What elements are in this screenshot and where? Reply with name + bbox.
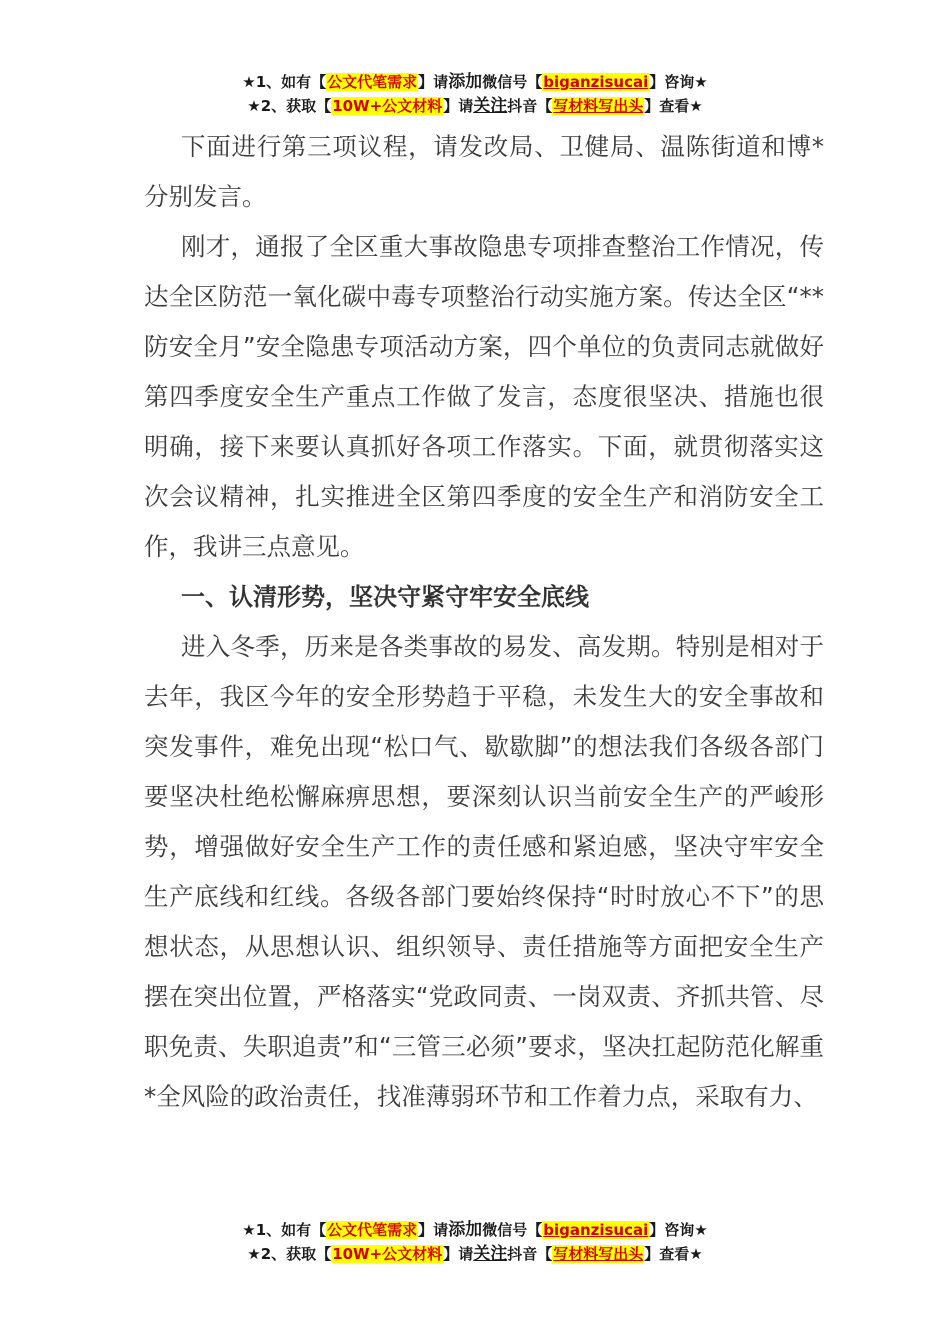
banner-text: 微信号【 <box>482 1221 543 1239</box>
document-body <box>144 122 824 1122</box>
douyin-account-link[interactable]: 写材料写出头 <box>553 1245 644 1263</box>
banner-text: 】请 <box>443 1245 474 1263</box>
banner-line-2 <box>0 1242 950 1266</box>
banner-text: 】咨询★ <box>649 1221 708 1239</box>
banner-text: 】请 <box>418 73 449 91</box>
banner-text: 】请 <box>443 97 474 115</box>
top-banner <box>0 70 950 118</box>
highlight-service: 公文代笔需求 <box>327 73 418 91</box>
banner-emphasis: 关注 <box>473 96 508 116</box>
banner-text: ★2、获取【 <box>247 1245 332 1263</box>
banner-text: ★2、获取【 <box>247 97 332 115</box>
banner-text: 微信号【 <box>482 73 543 91</box>
highlight-service: 公文代笔需求 <box>327 1221 418 1239</box>
banner-emphasis: 关注 <box>473 1244 508 1264</box>
banner-emphasis: 添加 <box>448 1220 483 1240</box>
banner-text: 】查看★ <box>644 1245 703 1263</box>
banner-text: 抖音【 <box>507 1245 553 1263</box>
banner-emphasis: 添加 <box>448 72 483 92</box>
banner-text: ★1、如有【 <box>242 1221 327 1239</box>
douyin-account-link[interactable]: 写材料写出头 <box>553 97 644 115</box>
banner-text: 】咨询★ <box>649 73 708 91</box>
bottom-banner <box>0 1218 950 1266</box>
highlight-materials: 10W+公文材料 <box>332 97 443 115</box>
banner-text: 】查看★ <box>644 97 703 115</box>
banner-line-1 <box>0 1218 950 1242</box>
paragraph-summary: 刚才，通报了全区重大事故隐患专项排查整治工作情况，传达全区防范一氧化碳中毒专项整治行动实施方案。传达全区“**防安全月”安全隐患专项活动方案，四个单位的负责同志就做好第四季度安全生产重点工作做了发言，态度很坚决、措施也很明确，接下来要认真抓好各项工作落实。下面，就贯彻落实这次会议精神，扎实推进全区第四季度的安全生产和消防安全工作，我讲三点意见。 <box>144 232 824 561</box>
highlight-materials: 10W+公文材料 <box>332 1245 443 1263</box>
paragraph-agenda: 下面进行第三项议程，请发改局、卫健局、温陈街道和博*分别发言。 <box>144 132 824 211</box>
banner-text: 抖音【 <box>507 97 553 115</box>
banner-line-2 <box>0 94 950 118</box>
wechat-id-link[interactable]: biganzisucai <box>543 73 649 91</box>
banner-text: ★1、如有【 <box>242 73 327 91</box>
banner-line-1 <box>0 70 950 94</box>
section-heading-1: 一、认清形势，坚决守紧守牢安全底线 <box>181 583 589 611</box>
banner-text: 】请 <box>418 1221 449 1239</box>
paragraph-situation: 进入冬季，历来是各类事故的易发、高发期。特别是相对于去年，我区今年的安全形势趋于平稳，未发生大的安全事故和突发事件，难免出现“松口气、歇歇脚”的想法我们各级各部门要坚决杜绝松懈麻痹思想，要深刻认识当前安全生产的严峻形势，增强做好安全生产工作的责任感和紧迫感，坚决守牢安全生产底线和红线。各级各部门要始终保持“时时放心不下”的思想状态，从思想认识、组织领导、责任措施等方面把安全生产摆在突出位置，严格落实“党政同责、一岗双责、齐抓共管、尽职免责、失职追责”和“三管三必须”要求，坚决扛起防范化解重*全风险的政治责任，找准薄弱环节和工作着力点，采取有力、 <box>144 632 824 1111</box>
wechat-id-link[interactable]: biganzisucai <box>543 1221 649 1239</box>
